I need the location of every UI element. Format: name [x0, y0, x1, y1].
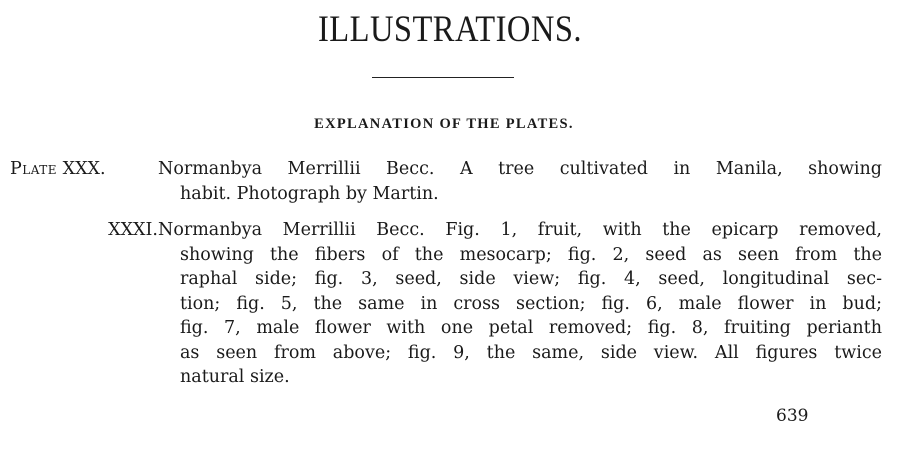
page-title: ILLUSTRATIONS.	[318, 9, 582, 50]
plate-description-line: showing the fibers of the mesocarp; fig. 2, seed as seen from the	[180, 244, 882, 265]
plate-label-prefix: Plate	[10, 159, 58, 179]
plate-description-line: raphal side; fig. 3, seed, side view; fig. 4, seed, longitudinal sec-	[180, 269, 882, 289]
title-divider	[372, 77, 514, 78]
plate-description-line: as seen from above; fig. 9, the same, side view. All figures twice	[180, 342, 882, 363]
plate-description-line: habit. Photograph by Martin.	[180, 183, 439, 204]
plate-description	[180, 243, 882, 390]
plate-description-line: Normanbya Merrillii Becc. A tree cultivated in Manila, showing	[158, 159, 882, 179]
plate-entry-xxxi	[10, 218, 882, 390]
plate-label	[10, 157, 158, 182]
plate-description-line: tion; fig. 5, the same in cross section; fig. 6, male flower in bud;	[180, 293, 882, 314]
plate-label-number: XXX.	[62, 159, 106, 179]
plate-label-number: XXXI.	[108, 220, 158, 240]
plate-description-line: natural size.	[180, 367, 290, 387]
plate-entry-xxx	[10, 157, 882, 206]
plate-description	[180, 182, 882, 207]
page-number: 639	[776, 406, 809, 426]
plate-entry-first-line	[10, 218, 882, 243]
plate-entry-first-line	[10, 157, 882, 182]
section-subtitle: EXPLANATION OF THE PLATES.	[314, 116, 574, 132]
plate-description-line: Normanbya Merrillii Becc. Fig. 1, fruit, with the epicarp removed,	[158, 220, 882, 240]
plate-description-line: fig. 7, male flower with one petal removed; fig. 8, fruiting perianth	[180, 318, 882, 338]
